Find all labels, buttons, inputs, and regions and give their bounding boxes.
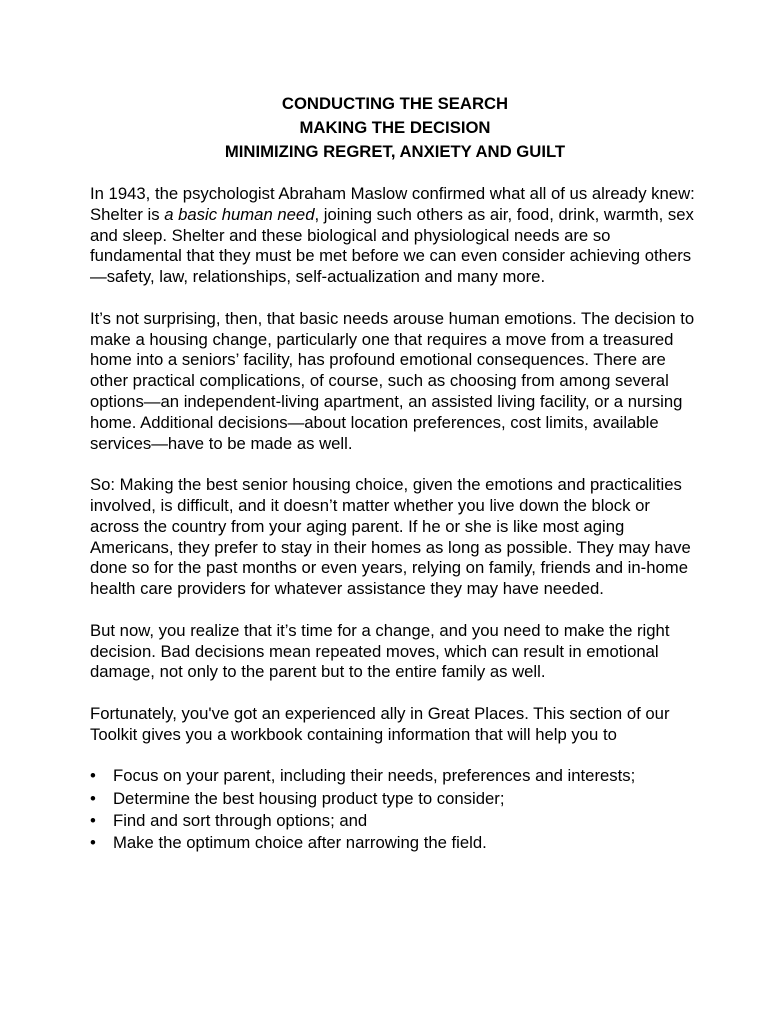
paragraph-toolkit: Fortunately, you've got an experienced ally in Great Places. This section of our Toolkit gives you a workbook containing information that will help you to [90, 703, 670, 744]
paragraph-maslow [90, 184, 700, 288]
heading-line-3: MINIMIZING REGRET, ANXIETY AND GUILT [224, 142, 566, 161]
document-page [90, 92, 700, 856]
list-item-text: Find and sort through options; and [113, 811, 368, 831]
bullet-icon: • [90, 788, 96, 808]
list-item [90, 789, 700, 810]
paragraph-maslow-after: , joining such others as air, food, drink, warmth, sex and sleep. Shelter and these biological and physiological needs are so fundamental that they must be met before we can even consider achieving others—safety, law, relationships, self-actualization and many more. [90, 204, 694, 287]
paragraph-maslow-before: In 1943, the psychologist Abraham Maslow confirmed what all of us already knew: Shelter is [90, 184, 695, 224]
heading-line-2: MAKING THE DECISION [299, 118, 491, 137]
paragraph-decision: But now, you realize that it’s time for a change, and you need to make the right decision. Bad decisions mean repeated moves, which can result in emotional damage, not only to the parent but to the entire family as well. [90, 620, 670, 682]
bullet-icon: • [90, 833, 96, 853]
paragraph-maslow-emphasis: a basic human need [164, 204, 315, 224]
list-item-text: Determine the best housing product type to consider; [113, 788, 505, 808]
document-heading [90, 92, 700, 164]
bullet-icon: • [90, 766, 96, 786]
list-item [90, 766, 700, 787]
list-item-text: Focus on your parent, including their needs, preferences and interests; [113, 766, 636, 786]
list-item [90, 811, 700, 832]
bullet-list [90, 766, 700, 854]
list-item [90, 833, 700, 854]
heading-line-1: CONDUCTING THE SEARCH [281, 94, 509, 113]
bullet-icon: • [90, 811, 96, 831]
list-item-text: Make the optimum choice after narrowing the field. [113, 833, 487, 853]
paragraph-emotions: It’s not surprising, then, that basic needs arouse human emotions. The decision to make a housing change, particularly one that requires a move from a treasured home into a seniors’ facility, has profound emotional consequences. There are other practical complications, of course, such as choosing from among several options—an independent-living apartment, an assisted living facility, or a nursing home. Additional decisions—about location preferences, cost limits, available services—have to be made as well. [90, 308, 695, 453]
paragraph-choice: So: Making the best senior housing choice, given the emotions and practicalities involved, is difficult, and it doesn’t matter whether you live down the block or across the country from your aging parent. If he or she is like most aging Americans, they prefer to stay in their homes as long as possible. They may have done so for the past months or even years, relying on family, friends and in-home health care providers for whatever assistance they may have needed. [90, 475, 691, 599]
